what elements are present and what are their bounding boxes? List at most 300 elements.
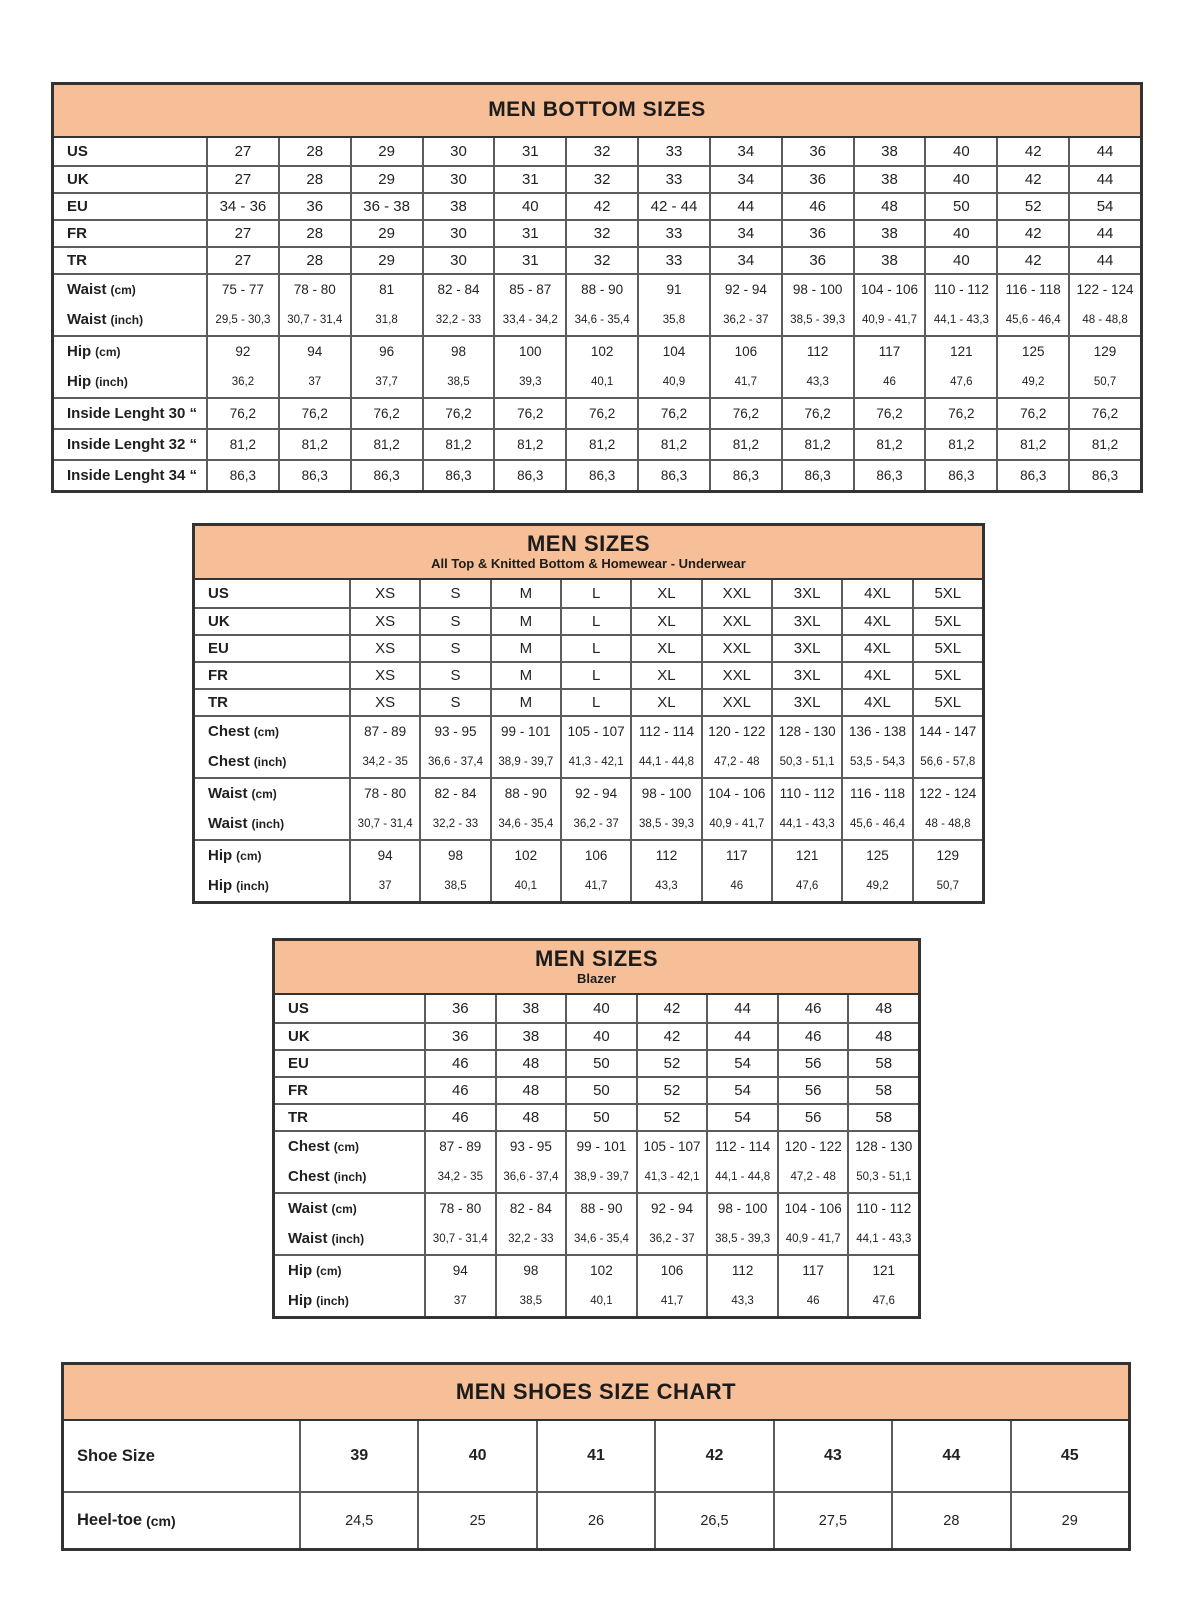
size-cell: 37,7	[350, 366, 422, 397]
table-title: MEN SHOES SIZE CHART	[455, 1379, 737, 1405]
size-cell: 29	[350, 221, 422, 246]
size-cell: 86,3	[996, 461, 1068, 490]
size-cell: 47,2 - 48	[701, 746, 771, 777]
size-cell: 29	[1010, 1493, 1128, 1548]
table-header	[64, 1365, 1128, 1421]
row-label-text: Hip	[67, 343, 92, 360]
size-cell: 34,6 - 35,4	[490, 808, 560, 839]
size-cell: 38	[853, 167, 925, 192]
size-cell: 105 - 107	[636, 1132, 707, 1161]
size-cell: 29,5 - 30,3	[206, 304, 278, 335]
size-cell: 42	[636, 995, 707, 1022]
row-label	[275, 1285, 424, 1316]
size-cell: 42	[654, 1421, 772, 1491]
size-cell: XXL	[701, 636, 771, 661]
size-cell: 46	[781, 194, 853, 219]
size-cell: 37	[278, 366, 350, 397]
size-cell: 29	[350, 167, 422, 192]
size-cell: 98	[419, 841, 489, 870]
row-label	[54, 461, 206, 490]
size-cell: 27	[206, 138, 278, 165]
row-label-text: Waist	[288, 1200, 328, 1217]
table-row	[195, 777, 982, 808]
size-cell: 3XL	[771, 609, 841, 634]
table-row	[275, 1049, 918, 1076]
row-label	[54, 430, 206, 459]
size-cell: 25	[417, 1493, 535, 1548]
size-cell: 43,3	[630, 870, 700, 901]
size-cell: 104 - 106	[777, 1194, 848, 1223]
size-cell: 76,2	[278, 399, 350, 428]
size-cell: 116 - 118	[841, 779, 911, 808]
size-cell: 40,1	[565, 1285, 636, 1316]
size-cell: 93 - 95	[495, 1132, 566, 1161]
size-cell: 117	[853, 337, 925, 366]
row-label-text: Chest	[288, 1168, 330, 1185]
size-cell: 50,3 - 51,1	[771, 746, 841, 777]
size-cell: 91	[637, 275, 709, 304]
size-cell: 40,1	[490, 870, 560, 901]
size-cell: 58	[847, 1078, 918, 1103]
table-header	[54, 85, 1140, 138]
row-label	[64, 1493, 299, 1548]
size-cell: 104 - 106	[701, 779, 771, 808]
row-label	[195, 870, 349, 901]
size-cell: 33	[637, 167, 709, 192]
size-cell: 86,3	[422, 461, 494, 490]
size-cell: 28	[278, 167, 350, 192]
size-cell: 50,7	[1068, 366, 1140, 397]
size-cell: 33,4 - 34,2	[493, 304, 565, 335]
row-label	[195, 663, 349, 688]
size-cell: 86,3	[278, 461, 350, 490]
row-label-unit: (cm)	[333, 1139, 360, 1154]
row-label-text: Hip	[288, 1262, 313, 1279]
size-cell: 45	[1010, 1421, 1128, 1491]
size-cell: 116 - 118	[996, 275, 1068, 304]
size-cell: 36	[781, 167, 853, 192]
size-cell: 34	[709, 248, 781, 273]
size-cell: 36	[781, 138, 853, 165]
size-cell: 5XL	[912, 609, 982, 634]
size-cell: 42 - 44	[637, 194, 709, 219]
men-sizes-blazer-table	[272, 938, 921, 1319]
size-cell: 88 - 90	[565, 275, 637, 304]
size-cell: 28	[891, 1493, 1009, 1548]
size-cell: 121	[924, 337, 996, 366]
row-label	[195, 609, 349, 634]
size-cell: 117	[701, 841, 771, 870]
size-cell: 31	[493, 138, 565, 165]
row-label	[275, 1051, 424, 1076]
row-label-text: US	[67, 143, 88, 160]
size-cell: 129	[1068, 337, 1140, 366]
size-cell: XS	[349, 609, 419, 634]
table-row	[64, 1491, 1128, 1548]
size-cell: 56	[777, 1051, 848, 1076]
size-cell: 52	[636, 1105, 707, 1130]
size-cell: 47,6	[847, 1285, 918, 1316]
size-cell: XL	[630, 690, 700, 715]
size-cell: 58	[847, 1105, 918, 1130]
row-label-text: Chest	[208, 723, 250, 740]
size-cell: 76,2	[422, 399, 494, 428]
size-cell: 50	[565, 1078, 636, 1103]
size-cell: 81,2	[206, 430, 278, 459]
table-row	[275, 1223, 918, 1254]
size-cell: 76,2	[493, 399, 565, 428]
size-cell: L	[560, 663, 630, 688]
size-cell: 38,9 - 39,7	[490, 746, 560, 777]
row-label-text: EU	[208, 640, 229, 657]
table-title: MEN SIZES	[526, 531, 651, 557]
size-cell: 86,3	[206, 461, 278, 490]
size-cell: 88 - 90	[565, 1194, 636, 1223]
size-cell: 82 - 84	[419, 779, 489, 808]
table-row	[275, 1254, 918, 1285]
size-cell: 48 - 48,8	[1068, 304, 1140, 335]
size-cell: M	[490, 636, 560, 661]
size-cell: 81,2	[350, 430, 422, 459]
size-cell: 44	[891, 1421, 1009, 1491]
size-cell: 110 - 112	[924, 275, 996, 304]
size-cell: 136 - 138	[841, 717, 911, 746]
size-cell: 46	[777, 1285, 848, 1316]
size-cell: 5XL	[912, 690, 982, 715]
row-label	[54, 275, 206, 304]
size-cell: 110 - 112	[847, 1194, 918, 1223]
size-cell: 56	[777, 1078, 848, 1103]
size-cell: 100	[493, 337, 565, 366]
men-bottom-sizes-table	[51, 82, 1143, 493]
size-cell: 30,7 - 31,4	[278, 304, 350, 335]
row-label-text: Shoe Size	[77, 1446, 155, 1465]
size-cell: 34,2 - 35	[349, 746, 419, 777]
row-label-text: Hip	[208, 877, 233, 894]
row-label-unit: (inch)	[110, 312, 144, 327]
table-header	[195, 526, 982, 580]
size-cell: 98 - 100	[781, 275, 853, 304]
size-cell: 43	[773, 1421, 891, 1491]
size-cell: 44	[1068, 248, 1140, 273]
table-title: MEN SIZES	[534, 946, 659, 972]
row-label-unit: (cm)	[316, 1263, 342, 1278]
row-label-unit: (inch)	[251, 816, 285, 831]
size-cell: 92 - 94	[709, 275, 781, 304]
size-cell: 36,6 - 37,4	[419, 746, 489, 777]
size-cell: 92 - 94	[560, 779, 630, 808]
row-label-text: Waist	[208, 785, 248, 802]
size-cell: 81	[350, 275, 422, 304]
size-cell: 32	[565, 167, 637, 192]
row-label-text: Inside Lenght 34 “	[67, 467, 198, 484]
size-cell: 5XL	[912, 663, 982, 688]
size-cell: 44	[1068, 167, 1140, 192]
size-cell: 87 - 89	[424, 1132, 495, 1161]
table-row	[195, 688, 982, 715]
size-cell: 29	[350, 138, 422, 165]
size-cell: 78 - 80	[349, 779, 419, 808]
size-cell: 93 - 95	[419, 717, 489, 746]
row-label	[54, 366, 206, 397]
size-cell: 3XL	[771, 580, 841, 607]
size-cell: 37	[424, 1285, 495, 1316]
size-cell: 26	[536, 1493, 654, 1548]
size-cell: 104	[637, 337, 709, 366]
size-cell: 41,3 - 42,1	[560, 746, 630, 777]
men-shoes-size-chart-table	[61, 1362, 1131, 1551]
table-row	[54, 459, 1140, 490]
size-cell: 52	[636, 1078, 707, 1103]
size-cell: 86,3	[924, 461, 996, 490]
size-cell: 75 - 77	[206, 275, 278, 304]
row-label-unit: (inch)	[316, 1293, 349, 1308]
size-cell: 31,8	[350, 304, 422, 335]
size-cell: 128 - 130	[771, 717, 841, 746]
size-cell: L	[560, 580, 630, 607]
size-cell: 36,2	[206, 366, 278, 397]
size-cell: M	[490, 609, 560, 634]
size-cell: 86,3	[781, 461, 853, 490]
size-cell: 36	[781, 248, 853, 273]
row-label-unit: (inch)	[95, 374, 128, 389]
size-cell: 120 - 122	[777, 1132, 848, 1161]
size-cell: 81,2	[278, 430, 350, 459]
size-cell: 34	[709, 138, 781, 165]
size-cell: 44	[1068, 221, 1140, 246]
row-label-text: TR	[67, 252, 87, 269]
row-label-unit: (inch)	[236, 878, 269, 893]
size-cell: 40,9 - 41,7	[853, 304, 925, 335]
size-cell: 54	[706, 1105, 777, 1130]
size-cell: 40	[565, 1024, 636, 1049]
size-cell: 40,1	[565, 366, 637, 397]
size-cell: L	[560, 636, 630, 661]
size-cell: L	[560, 690, 630, 715]
table-row	[275, 995, 918, 1022]
size-cell: XS	[349, 636, 419, 661]
size-cell: 44,1 - 44,8	[630, 746, 700, 777]
size-cell: 76,2	[781, 399, 853, 428]
size-cell: 76,2	[853, 399, 925, 428]
size-cell: 76,2	[924, 399, 996, 428]
size-cell: 32	[565, 221, 637, 246]
size-cell: 40	[493, 194, 565, 219]
size-cell: 44,1 - 43,3	[924, 304, 996, 335]
size-cell: 121	[771, 841, 841, 870]
size-cell: 81,2	[996, 430, 1068, 459]
row-label	[54, 194, 206, 219]
size-cell: 125	[996, 337, 1068, 366]
size-cell: 78 - 80	[424, 1194, 495, 1223]
row-label	[195, 746, 349, 777]
table-row	[195, 715, 982, 746]
size-cell: 27	[206, 221, 278, 246]
size-cell: 48	[495, 1105, 566, 1130]
size-cell: XXL	[701, 690, 771, 715]
size-cell: 32	[565, 248, 637, 273]
row-label	[54, 167, 206, 192]
size-cell: 76,2	[637, 399, 709, 428]
size-cell: 39,3	[493, 366, 565, 397]
size-cell: 47,2 - 48	[777, 1161, 848, 1192]
size-cell: 50,7	[912, 870, 982, 901]
size-cell: 50	[924, 194, 996, 219]
size-cell: XXL	[701, 663, 771, 688]
row-label	[195, 717, 349, 746]
size-cell: 36,2 - 37	[709, 304, 781, 335]
size-cell: 112 - 114	[630, 717, 700, 746]
size-cell: 28	[278, 138, 350, 165]
size-cell: 56,6 - 57,8	[912, 746, 982, 777]
size-cell: 81,2	[924, 430, 996, 459]
size-cell: 88 - 90	[490, 779, 560, 808]
size-cell: XS	[349, 663, 419, 688]
size-cell: XL	[630, 636, 700, 661]
size-cell: 86,3	[493, 461, 565, 490]
size-cell: M	[490, 663, 560, 688]
size-cell: 28	[278, 221, 350, 246]
size-cell: 38,5	[422, 366, 494, 397]
table-row	[54, 335, 1140, 366]
row-label-text: EU	[288, 1055, 309, 1072]
table-row	[54, 138, 1140, 165]
size-cell: 30	[422, 221, 494, 246]
men-sizes-tops-table	[192, 523, 985, 904]
row-label	[195, 779, 349, 808]
size-cell: 128 - 130	[847, 1132, 918, 1161]
size-cell: 81,2	[565, 430, 637, 459]
size-cell: 105 - 107	[560, 717, 630, 746]
size-cell: 34,6 - 35,4	[565, 1223, 636, 1254]
row-label	[275, 1132, 424, 1161]
size-cell: 42	[636, 1024, 707, 1049]
row-label	[195, 636, 349, 661]
size-cell: 47,6	[771, 870, 841, 901]
size-cell: 58	[847, 1051, 918, 1076]
size-cell: 42	[565, 194, 637, 219]
size-cell: 38,5 - 39,3	[630, 808, 700, 839]
size-cell: 40,9	[637, 366, 709, 397]
size-cell: 85 - 87	[493, 275, 565, 304]
size-cell: 41,7	[560, 870, 630, 901]
size-cell: 30	[422, 138, 494, 165]
row-label-unit: (inch)	[253, 754, 287, 769]
size-cell: 47,6	[924, 366, 996, 397]
row-label-text: Heel-toe	[77, 1511, 143, 1529]
size-cell: 38	[495, 1024, 566, 1049]
size-cell: 98	[495, 1256, 566, 1285]
row-label	[275, 1223, 424, 1254]
size-cell: 40	[924, 248, 996, 273]
size-cell: 34 - 36	[206, 194, 278, 219]
size-cell: 3XL	[771, 690, 841, 715]
size-cell: 86,3	[853, 461, 925, 490]
row-label-text: FR	[67, 225, 87, 242]
size-cell: 46	[777, 1024, 848, 1049]
table-row	[275, 1076, 918, 1103]
size-cell: 40	[417, 1421, 535, 1491]
size-cell: 48	[495, 1078, 566, 1103]
row-label	[195, 841, 349, 870]
size-cell: 44,1 - 43,3	[847, 1223, 918, 1254]
row-label-unit: (cm)	[253, 724, 280, 739]
size-cell: 86,3	[565, 461, 637, 490]
size-cell: 117	[777, 1256, 848, 1285]
size-cell: 48 - 48,8	[912, 808, 982, 839]
size-cell: 81,2	[637, 430, 709, 459]
size-cell: 36,6 - 37,4	[495, 1161, 566, 1192]
row-label-text: TR	[208, 694, 228, 711]
size-cell: 44,1 - 44,8	[706, 1161, 777, 1192]
size-cell: 5XL	[912, 636, 982, 661]
table-row	[54, 219, 1140, 246]
size-cell: 38,5 - 39,3	[706, 1223, 777, 1254]
size-cell: 36	[424, 1024, 495, 1049]
size-cell: 46	[424, 1105, 495, 1130]
row-label-text: Chest	[288, 1138, 330, 1155]
size-cell: 27	[206, 248, 278, 273]
size-cell: 50,3 - 51,1	[847, 1161, 918, 1192]
size-cell: 46	[777, 995, 848, 1022]
size-cell: 40,9 - 41,7	[777, 1223, 848, 1254]
size-cell: 54	[706, 1078, 777, 1103]
size-cell: XL	[630, 580, 700, 607]
row-label	[54, 304, 206, 335]
size-cell: 102	[565, 1256, 636, 1285]
size-cell: M	[490, 580, 560, 607]
size-cell: 38	[853, 221, 925, 246]
row-label-text: Waist	[208, 815, 248, 832]
size-cell: 36,2 - 37	[560, 808, 630, 839]
table-row	[54, 165, 1140, 192]
size-cell: 99 - 101	[565, 1132, 636, 1161]
size-cell: 42	[996, 138, 1068, 165]
size-cell: 106	[709, 337, 781, 366]
size-cell: 46	[853, 366, 925, 397]
size-cell: 48	[847, 1024, 918, 1049]
size-cell: 86,3	[350, 461, 422, 490]
row-label-text: UK	[67, 171, 89, 188]
size-cell: 87 - 89	[349, 717, 419, 746]
size-cell: 41,7	[636, 1285, 707, 1316]
size-cell: 40	[924, 167, 996, 192]
size-cell: 37	[349, 870, 419, 901]
size-cell: 34	[709, 221, 781, 246]
size-cell: 32,2 - 33	[419, 808, 489, 839]
size-cell: 30,7 - 31,4	[424, 1223, 495, 1254]
size-cell: 92 - 94	[636, 1194, 707, 1223]
size-cell: 33	[637, 221, 709, 246]
size-cell: 38,5	[495, 1285, 566, 1316]
table-row	[275, 1130, 918, 1161]
table-row	[54, 366, 1140, 397]
row-label	[54, 138, 206, 165]
size-cell: 27,5	[773, 1493, 891, 1548]
row-label-text: Waist	[288, 1230, 328, 1247]
row-label-unit: (cm)	[236, 848, 262, 863]
size-cell: 38,5	[419, 870, 489, 901]
row-label-unit: (cm)	[110, 282, 136, 297]
size-cell: 36,2 - 37	[636, 1223, 707, 1254]
table-row	[195, 634, 982, 661]
table-row	[54, 273, 1140, 304]
row-label-text: FR	[288, 1082, 308, 1099]
size-cell: 96	[350, 337, 422, 366]
size-cell: 112 - 114	[706, 1132, 777, 1161]
size-cell: XXL	[701, 609, 771, 634]
row-label-text: FR	[208, 667, 228, 684]
